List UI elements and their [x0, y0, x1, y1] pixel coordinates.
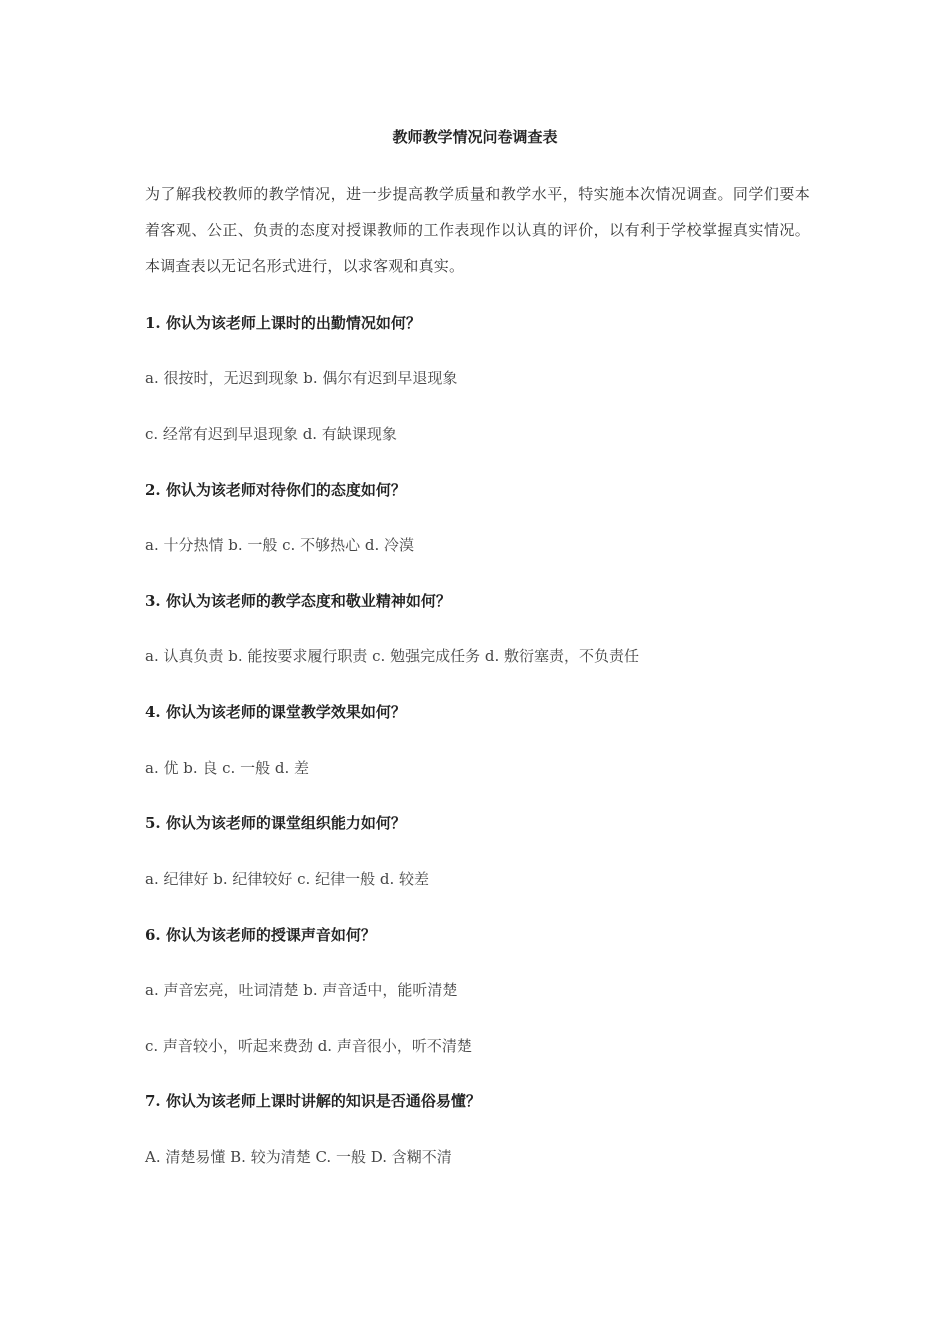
question-7-options: A. 清楚易懂 B. 较为清楚 C. 一般 D. 含糊不清 [145, 1148, 452, 1166]
question-4-options: a. 优 b. 良 c. 一般 d. 差 [145, 759, 309, 777]
question-7: 7. 你认为该老师上课时讲解的知识是否通俗易懂？ [145, 1092, 481, 1110]
question-6-options-line-2: c. 声音较小，听起来费劲 d. 声音很小，听不清楚 [145, 1037, 472, 1055]
question-1-options-line-1: a. 很按时，无迟到现象 b. 偶尔有迟到早退现象 [145, 369, 458, 387]
question-4: 4. 你认为该老师的课堂教学效果如何？ [145, 703, 406, 721]
question-5-options: a. 纪律好 b. 纪律较好 c. 纪律一般 d. 较差 [145, 870, 429, 888]
question-2: 2. 你认为该老师对待你们的态度如何？ [145, 481, 406, 499]
question-3: 3. 你认为该老师的教学态度和敬业精神如何？ [145, 592, 451, 610]
question-6-options-line-1: a. 声音宏亮，吐词清楚 b. 声音适中，能听清楚 [145, 981, 458, 999]
intro-paragraph: 为了解我校教师的教学情况，进一步提高教学质量和教学水平，特实施本次情况调查。同学们要本着客观、公正、负责的态度对授课教师的工作表现作以认真的评价，以有利于学校掌握真实情况。本调查表以无记名形式进行，以求客观和真实。 [145, 185, 810, 275]
document-title: 教师教学情况问卷调查表 [392, 128, 558, 146]
question-1: 1. 你认为该老师上课时的出勤情况如何？ [145, 314, 421, 332]
question-6: 6. 你认为该老师的授课声音如何？ [145, 926, 376, 944]
question-3-options: a. 认真负责 b. 能按要求履行职责 c. 勉强完成任务 d. 敷衍塞责，不负责任 [145, 647, 639, 665]
question-2-options: a. 十分热情 b. 一般 c. 不够热心 d. 冷漠 [145, 536, 414, 554]
question-1-options-line-2: c. 经常有迟到早退现象 d. 有缺课现象 [145, 425, 397, 443]
question-5: 5. 你认为该老师的课堂组织能力如何？ [145, 814, 406, 832]
